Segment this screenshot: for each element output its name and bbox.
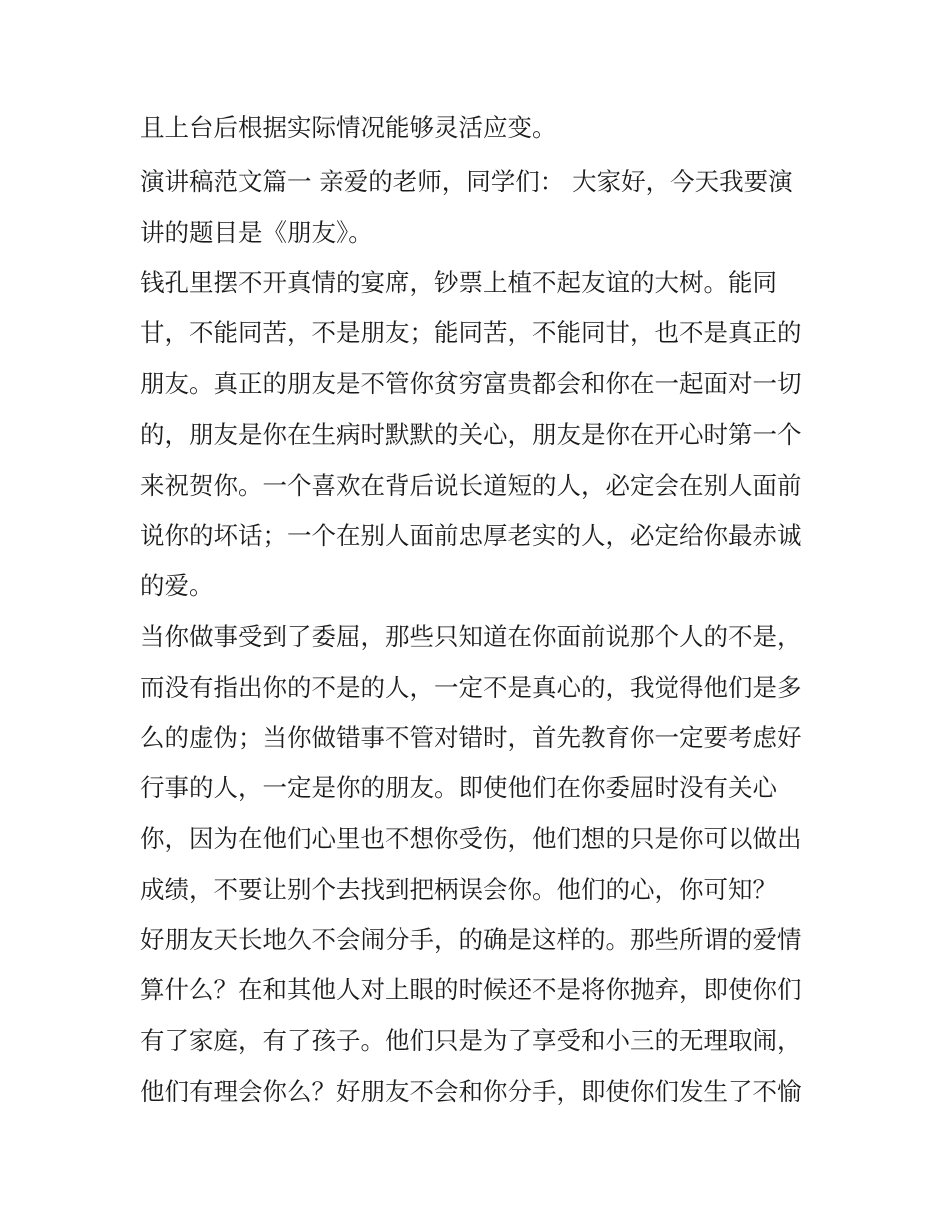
- text-line: 当你做事受到了委屈，那些只知道在你面前说那个人的不是，: [140, 622, 802, 651]
- text-line: 朋友。真正的朋友是不管你贫穷富贵都会和你在一起面对一切: [140, 369, 802, 398]
- text-line: 且上台后根据实际情况能够灵活应变。: [140, 113, 557, 142]
- text-line: 讲的题目是《朋友》。: [140, 218, 373, 247]
- text-line: 他们有理会你么？好朋友不会和你分手，即使你们发生了不愉: [140, 1077, 802, 1106]
- text-line: 的爱。: [140, 571, 214, 600]
- text-line: 来祝贺你。一个喜欢在背后说长道短的人，必定会在别人面前: [140, 471, 802, 500]
- text-line: 甘，不能同苦，不是朋友；能同苦，不能同甘，也不是真正的: [140, 318, 802, 347]
- text-line: 说你的坏话；一个在别人面前忠厚老实的人，必定给你最赤诚: [140, 521, 802, 550]
- text-line: 么的虚伪；当你做错事不管对错时，首先教育你一定要考虑好: [140, 723, 802, 752]
- text-line: 而没有指出你的不是的人，一定不是真心的，我觉得他们是多: [140, 673, 802, 702]
- text-line: 你，因为在他们心里也不想你受伤，他们想的只是你可以做出: [140, 824, 802, 853]
- text-line: 成绩，不要让别个去找到把柄误会你。他们的心，你可知？: [140, 875, 777, 904]
- text-line: 的，朋友是你在生病时默默的关心，朋友是你在开心时第一个: [140, 420, 802, 449]
- text-line: 算什么？在和其他人对上眼的时候还不是将你抛弃，即使你们: [140, 975, 802, 1004]
- text-line: 好朋友天长地久不会闹分手，的确是这样的。那些所谓的爱情: [140, 925, 802, 954]
- text-line: 钱孔里摆不开真情的宴席，钞票上植不起友谊的大树。能同: [140, 268, 777, 297]
- text-line: 有了家庭，有了孩子。他们只是为了享受和小三的无理取闹，: [140, 1026, 802, 1055]
- text-line: 演讲稿范文篇一 亲爱的老师，同学们： 大家好，今天我要演: [140, 167, 793, 196]
- text-line: 行事的人，一定是你的朋友。即使他们在你委屈时没有关心: [140, 773, 777, 802]
